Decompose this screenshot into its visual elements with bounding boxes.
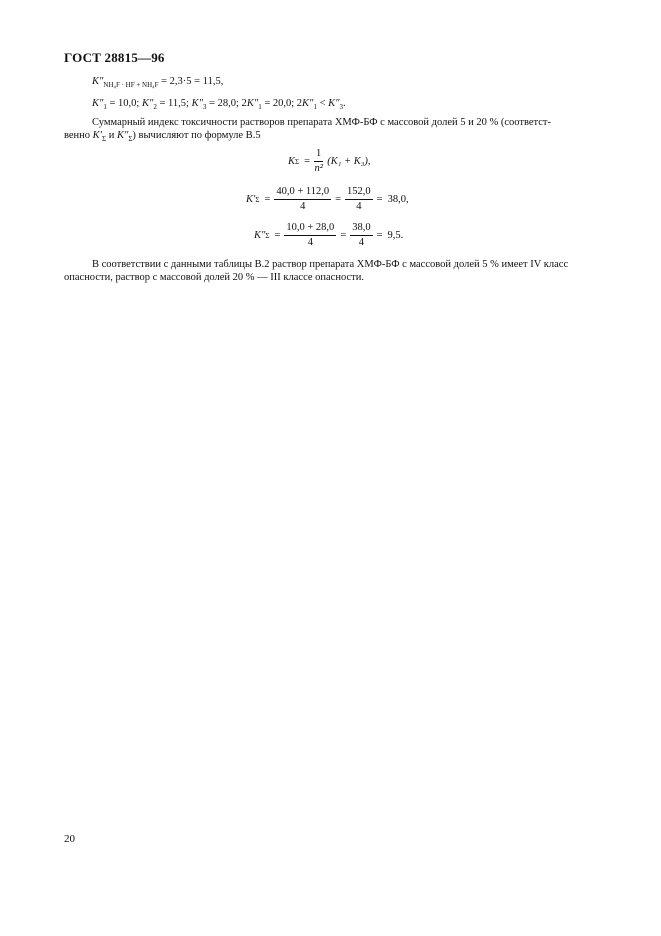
coefficient-symbol: K″ — [92, 98, 104, 109]
standard-header: ГОСТ 28815—96 — [64, 50, 165, 65]
equals-sign: = — [274, 230, 281, 241]
coefficient-symbol: K″ — [302, 98, 314, 109]
fraction — [274, 186, 331, 213]
coefficient-subscript: 1 — [103, 103, 107, 111]
paragraph-conclusion — [64, 258, 599, 271]
coefficient-subscript: 3 — [339, 103, 343, 111]
paragraph-text: венно — [64, 130, 93, 141]
page-number: 20 — [64, 833, 75, 845]
equals-sign: = — [304, 156, 311, 167]
paragraph-toxicity-index-cont — [64, 130, 261, 143]
coefficient-symbol: K″ — [191, 98, 203, 109]
paragraph-text: опасности, раствор с массовой долей 20 % — III классе опасности. — [64, 272, 364, 283]
formula-lhs-subscript: Σ — [265, 231, 270, 240]
equation-text: = 28,0; 2 — [206, 98, 247, 109]
coefficient-symbol: K″ — [92, 76, 104, 87]
formula-lhs: K′ — [246, 194, 256, 205]
equation-text: = 11,5; — [156, 98, 192, 109]
equals-sign: = — [340, 230, 347, 241]
paragraph-conclusion-cont — [64, 272, 364, 283]
fraction-numerator: 40,0 + 112,0 — [274, 186, 331, 200]
formula-k-prime-sum — [246, 186, 409, 213]
equation-text: . — [343, 98, 346, 109]
equals-sign: = — [264, 194, 271, 205]
coefficient-subscript: 2 — [153, 103, 157, 111]
coefficient-symbol: K″ — [116, 130, 129, 141]
fraction-numerator: 38,0 — [350, 222, 372, 236]
coefficient-symbol: K″ — [141, 98, 154, 109]
paragraph-toxicity-index — [64, 116, 599, 129]
equals-sign: = — [376, 194, 383, 205]
coefficient-subscript: 3 — [202, 103, 207, 111]
formula-lhs-subscript: Σ — [295, 157, 300, 166]
fraction-denominator: 4 — [300, 201, 306, 212]
fraction-denominator: 4 — [307, 237, 313, 248]
fraction-numerator: 1 — [314, 148, 323, 162]
fraction-numerator: 10,0 + 28,0 — [284, 222, 336, 236]
formula-lhs-subscript: Σ — [255, 195, 260, 204]
formula-lhs: K — [288, 156, 296, 167]
coefficient-symbol: K″ — [246, 98, 259, 109]
paragraph-text: ) вычисляют по формуле В.5 — [132, 130, 261, 141]
equation-value: = 2,3·5 = 11,5, — [158, 76, 224, 87]
formula-sum-index — [288, 148, 371, 175]
coefficient-symbol: K″ — [328, 98, 340, 109]
paragraph-text: Суммарный индекс токсичности растворов препарата ХМФ-БФ с массовой долей 5 и 20 % (соответст- — [92, 117, 551, 128]
equation-line-1 — [92, 76, 223, 89]
fraction-numerator: 152,0 — [345, 186, 373, 200]
paragraph-text: и — [106, 130, 117, 141]
equation-text: < — [316, 98, 329, 109]
formula-lhs: K″ — [254, 230, 266, 241]
fraction-denominator: n² — [314, 163, 323, 174]
fraction — [350, 222, 372, 249]
formula-rhs: (K₁ + K₃), — [327, 156, 371, 167]
fraction — [284, 222, 336, 249]
fraction-denominator: 4 — [358, 237, 365, 248]
equation-text: = 20,0; 2 — [261, 98, 303, 109]
coefficient-subscript: NH₄F · HF + NH₄F — [103, 81, 159, 89]
coefficient-subscript: Σ — [101, 135, 107, 143]
coefficient-subscript: 1 — [258, 103, 262, 111]
formula-result: 38,0, — [387, 194, 409, 205]
fraction-denominator: 4 — [356, 201, 362, 212]
fraction — [314, 148, 323, 175]
formula-k-double-prime-sum — [254, 222, 403, 249]
equals-sign: = — [335, 194, 342, 205]
equation-line-2 — [92, 98, 346, 111]
coefficient-symbol: K′ — [92, 130, 102, 141]
formula-result: 9,5. — [387, 230, 404, 241]
equals-sign: = — [376, 230, 383, 241]
fraction — [345, 186, 373, 213]
equation-text: = 10,0; — [106, 98, 142, 109]
paragraph-text: В соответствии с данными таблицы В.2 раствор препарата ХМФ-БФ с массовой долей 5 % имеет IV класс — [92, 259, 569, 270]
coefficient-subscript: Σ — [128, 135, 133, 143]
coefficient-subscript: 1 — [313, 103, 317, 111]
